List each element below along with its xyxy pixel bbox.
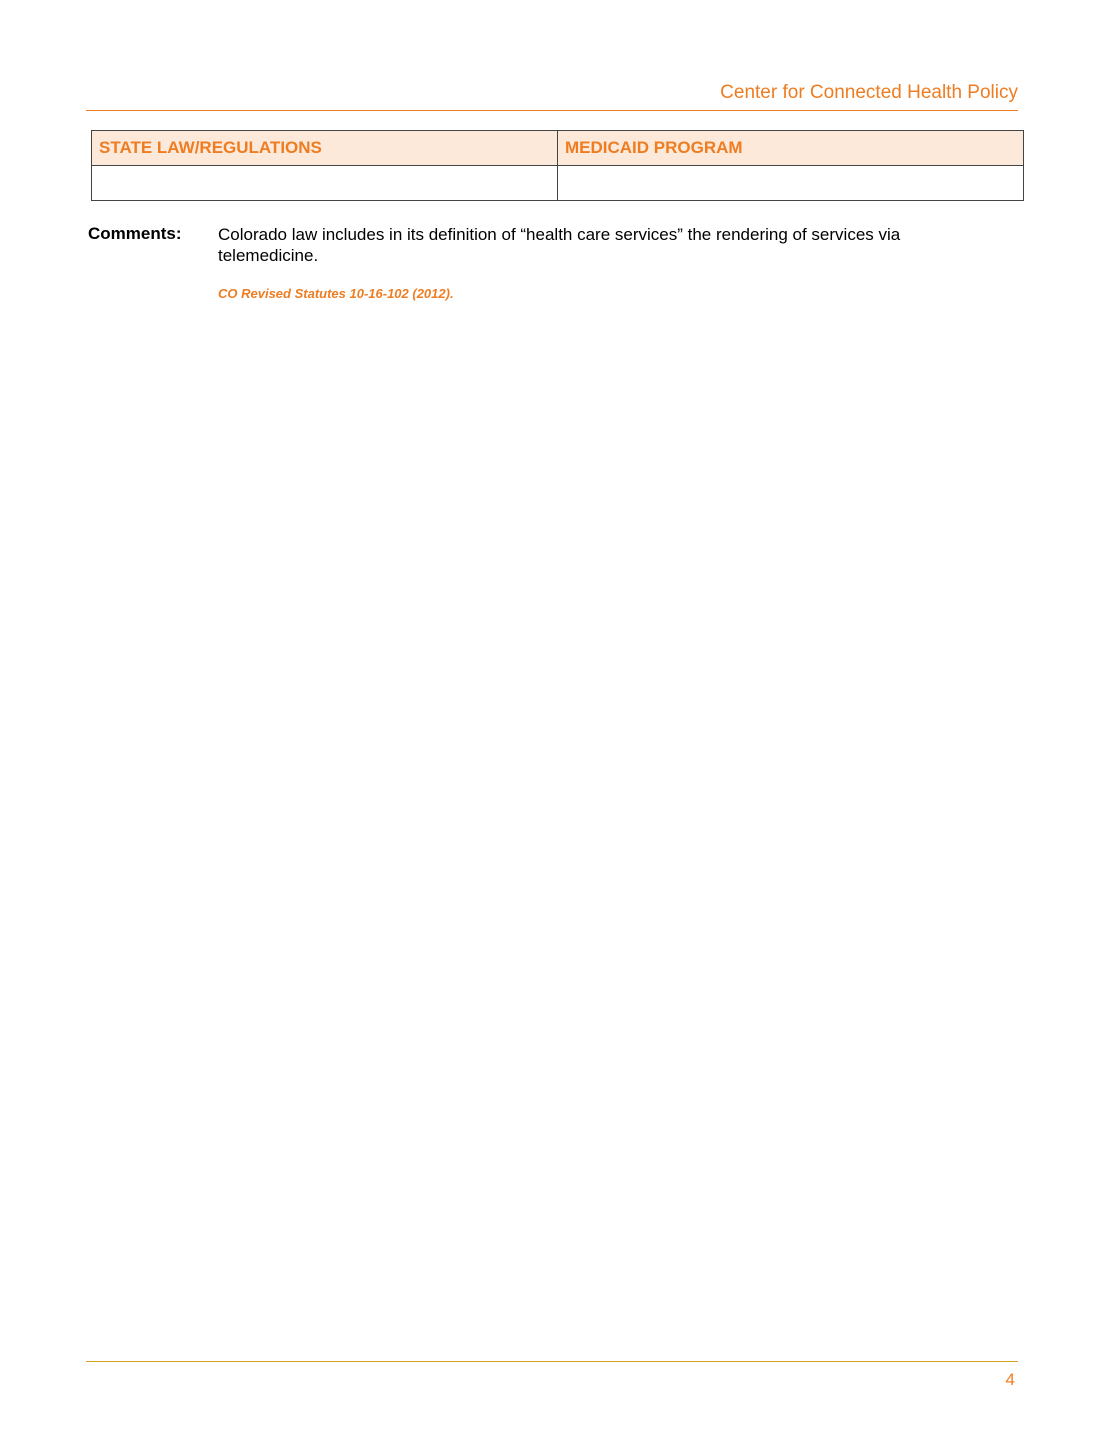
page-number: 4: [1005, 1370, 1015, 1389]
table-header-row: [92, 131, 1024, 166]
column-header-state-law: STATE LAW/REGULATIONS: [92, 131, 558, 166]
comparison-table: [91, 130, 1024, 201]
header-title: Center for Connected Health Policy: [720, 82, 1018, 103]
table-cell-state-law: [92, 166, 558, 201]
citation-text: CO Revised Statutes 10-16-102 (2012).: [218, 286, 454, 301]
table-cell-medicaid-program: [558, 166, 1024, 201]
footer-divider: [86, 1361, 1018, 1362]
table-row: [92, 166, 1024, 201]
header-divider: [86, 110, 1018, 111]
comments-text: Colorado law includes in its definition of “health care services” the rendering of services via telemedicine.: [218, 225, 901, 265]
column-header-medicaid-program: MEDICAID PROGRAM: [558, 131, 1024, 166]
comments-label: Comments:: [88, 224, 182, 243]
